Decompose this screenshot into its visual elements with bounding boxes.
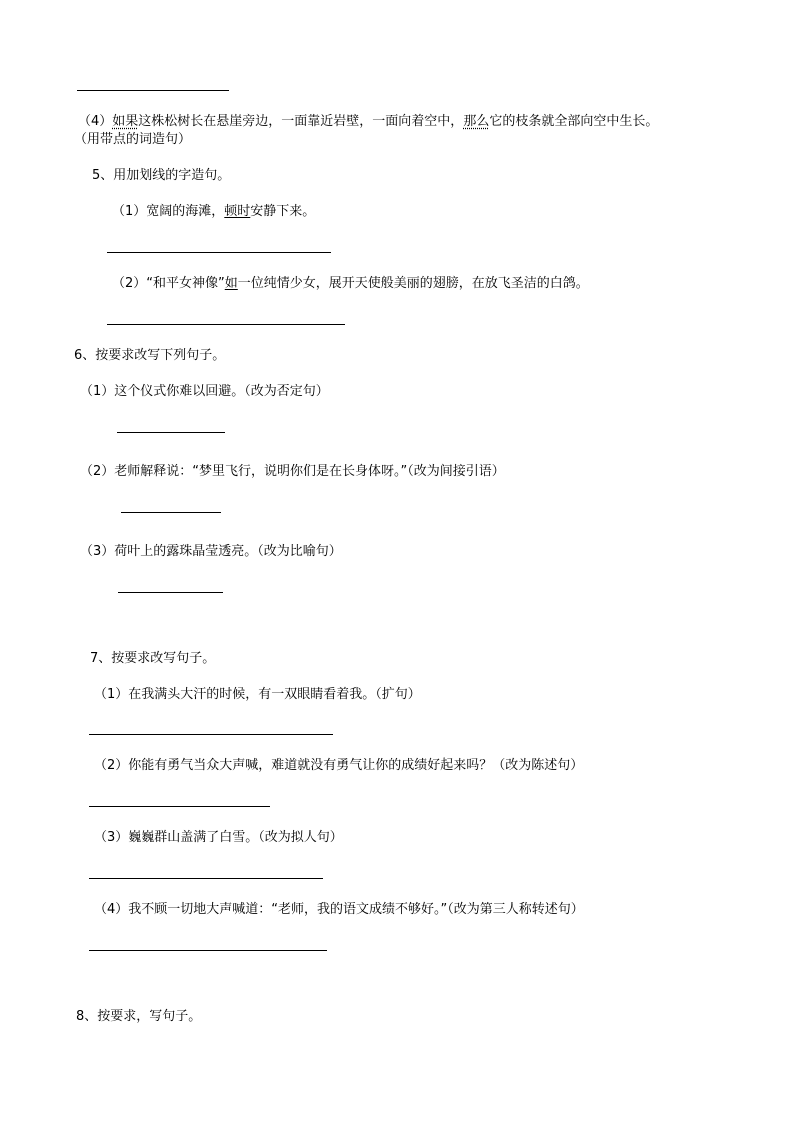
- q8-title: 8、按要求，写句子。: [76, 1009, 202, 1024]
- dotted-word: 如果: [112, 114, 139, 129]
- q7-item-4: （4）我不顾一切地大声喊道：“老师，我的语文成绩不够好。”（改为第三人称转述句）: [94, 902, 584, 917]
- answer-line[interactable]: [107, 252, 331, 253]
- answer-line[interactable]: [89, 734, 333, 735]
- q5-title: 5、用加划线的字造句。: [92, 168, 231, 183]
- q5-item-1: （1）宽阔的海滩，顿时安静下来。: [112, 204, 316, 219]
- underlined-word: 顿时: [224, 204, 251, 219]
- q4-item-4-note: （用带点的词造句）: [74, 132, 192, 147]
- q6-item-3: （3）荷叶上的露珠晶莹透亮。（改为比喻句）: [80, 544, 342, 559]
- q4-item-4: （4）如果这株松树长在悬崖旁边，一面靠近岩壁，一面向着空中，那么它的枝条就全部向空中生长。: [78, 114, 659, 129]
- q7-title: 7、按要求改写句子。: [90, 651, 216, 666]
- q5-item-2: （2）“和平女神像”如一位纯情少女，展开天使般美丽的翅膀，在放飞圣洁的白鸽。: [112, 276, 589, 291]
- answer-line[interactable]: [89, 950, 327, 951]
- underlined-word: 如: [224, 276, 238, 291]
- dotted-word: 那么: [463, 114, 490, 129]
- answer-line[interactable]: [107, 324, 345, 325]
- q6-item-1: （1）这个仪式你难以回避。（改为否定句）: [80, 384, 329, 399]
- answer-line[interactable]: [89, 878, 323, 879]
- answer-line[interactable]: [118, 592, 223, 593]
- answer-line[interactable]: [117, 432, 225, 433]
- answer-line[interactable]: [89, 806, 270, 807]
- answer-line[interactable]: [77, 90, 229, 91]
- answer-line[interactable]: [121, 512, 221, 513]
- q7-item-2: （2）你能有勇气当众大声喊，难道就没有勇气让你的成绩好起来吗？（改为陈述句）: [94, 758, 584, 773]
- q7-item-1: （1）在我满头大汗的时候，有一双眼睛看着我。（扩句）: [94, 687, 421, 702]
- q7-item-3: （3）巍巍群山盖满了白雪。（改为拟人句）: [94, 830, 343, 845]
- q6-item-2: （2）老师解释说：“梦里飞行，说明你们是在长身体呀。”（改为间接引语）: [80, 464, 505, 479]
- q6-title: 6、按要求改写下列句子。: [74, 348, 226, 363]
